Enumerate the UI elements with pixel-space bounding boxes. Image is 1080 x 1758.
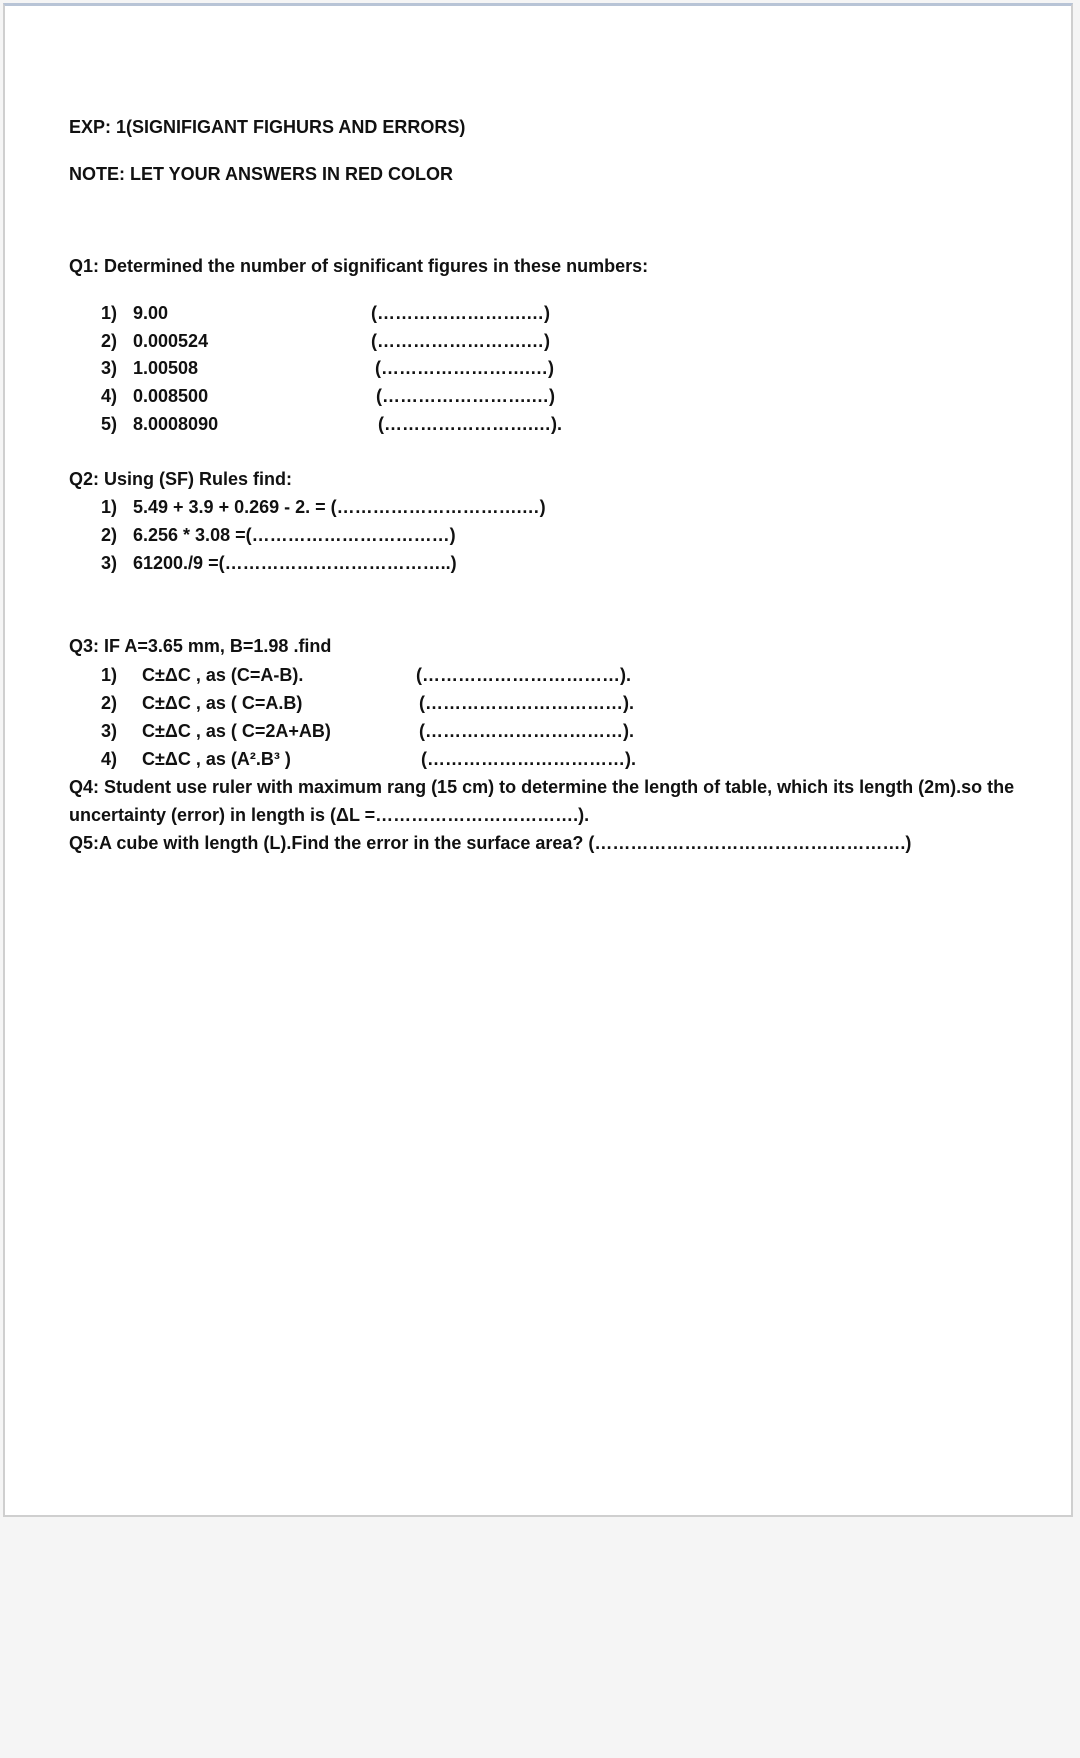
- q2-item-text: 6.256 * 3.08 =(……………………………): [133, 525, 456, 545]
- q3-prompt: Q3: IF A=3.65 mm, B=1.98 .find: [69, 636, 332, 656]
- q3-item-blank: (……………………………).: [419, 693, 634, 713]
- q1-prompt: Q1: Determined the number of significant figures in these numbers:: [69, 256, 649, 276]
- q1-item-blank: (…………………….…): [371, 331, 550, 351]
- q1-item-number: 4): [101, 386, 118, 406]
- q1-item-value: 0.000524: [133, 331, 209, 351]
- q4-line-2: uncertainty (error) in length is (ΔL =…………………………….).: [69, 805, 590, 825]
- q1-item-number: 2): [101, 331, 118, 351]
- q1-item-value: 0.008500: [133, 386, 209, 406]
- q3-item-expr: C±ΔC , as ( C=A.B): [142, 693, 303, 713]
- q3-item-blank: (……………………………).: [419, 721, 634, 741]
- document-page: [3, 3, 1073, 1517]
- q2-item-number: 1): [101, 497, 118, 517]
- q1-item-blank: (…………………….…): [371, 303, 550, 323]
- q1-item-value: 8.0008090: [133, 414, 219, 434]
- q1-item-number: 1): [101, 303, 118, 323]
- q2-item-number: 3): [101, 553, 118, 573]
- q3-item-number: 3): [101, 721, 118, 741]
- q1-item-value: 1.00508: [133, 358, 199, 378]
- q3-item-expr: C±ΔC , as ( C=2A+AB): [142, 721, 331, 741]
- q1-item-value: 9.00: [133, 303, 169, 323]
- q1-item-blank: (…………………….…): [375, 358, 554, 378]
- q1-item-number: 5): [101, 414, 118, 434]
- q4-line-1: Q4: Student use ruler with maximum rang (15 cm) to determine the length of table, which its length (2m).so the: [69, 777, 1015, 797]
- q3-item-number: 1): [101, 665, 118, 685]
- q1-item-blank: (…………………….…): [376, 386, 555, 406]
- q3-item-blank: (……………………………).: [416, 665, 631, 685]
- q1-item-blank: (…………………….…).: [378, 414, 562, 434]
- q1-item-number: 3): [101, 358, 118, 378]
- q5-text: Q5:A cube with length (L).Find the error in the surface area? (…………………………………………….): [69, 833, 912, 853]
- note-text: NOTE: LET YOUR ANSWERS IN RED COLOR: [69, 164, 454, 184]
- q2-prompt: Q2: Using (SF) Rules find:: [69, 469, 292, 489]
- q3-item-blank: (……………………………).: [421, 749, 636, 769]
- q2-item-text: 61200./9 =(………………………………..): [133, 553, 457, 573]
- q3-item-number: 4): [101, 749, 118, 769]
- q2-item-text: 5.49 + 3.9 + 0.269 - 2. = (………………………….…): [133, 497, 546, 517]
- q3-item-expr: C±ΔC , as (C=A-B).: [142, 665, 304, 685]
- q3-item-number: 2): [101, 693, 118, 713]
- q3-item-expr: C±ΔC , as (A².B³ ): [142, 749, 291, 769]
- q2-item-number: 2): [101, 525, 118, 545]
- document-title: EXP: 1(SIGNIFIGANT FIGHURS AND ERRORS): [69, 117, 466, 137]
